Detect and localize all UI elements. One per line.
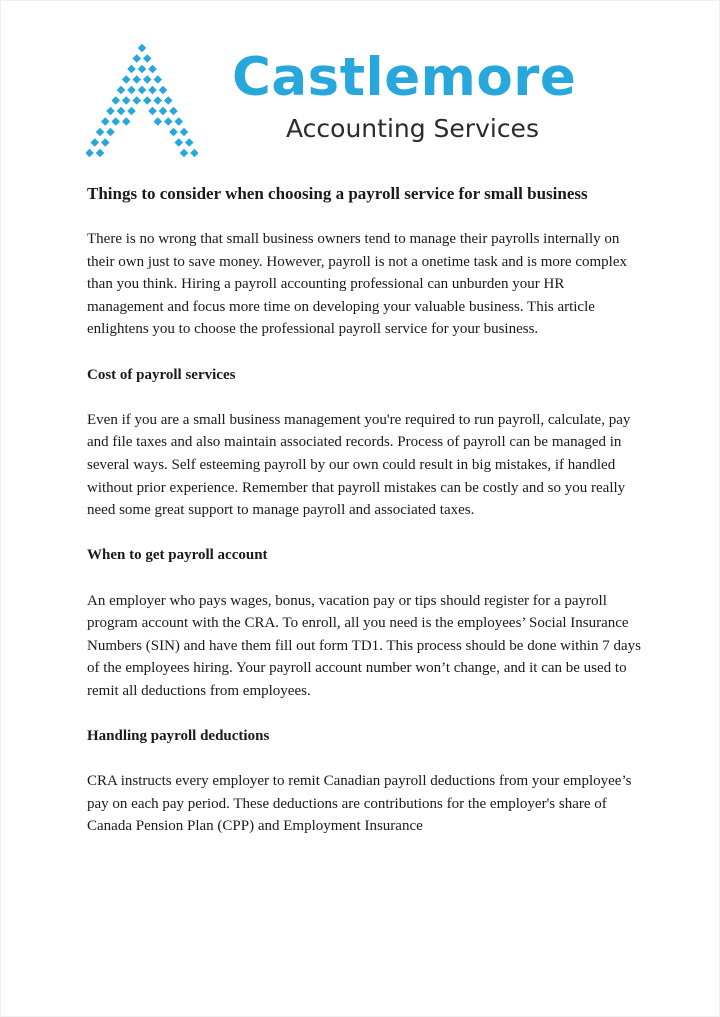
logo-diamond [143, 96, 152, 105]
logo-diamond [111, 96, 120, 105]
company-name: Castlemore [232, 47, 577, 108]
logo-diamond [111, 117, 120, 126]
logo-diamond [138, 86, 147, 95]
logo-diamond [164, 96, 173, 105]
logo-diamond [180, 128, 189, 137]
logo-diamond [138, 65, 147, 74]
logo-diamond [148, 86, 157, 95]
logo-diamond [127, 86, 136, 95]
logo-diamond [185, 138, 194, 147]
logo-diamond [153, 75, 162, 84]
logo-diamond [86, 149, 94, 158]
logo-diamond [132, 96, 141, 105]
logo-diamond [159, 107, 168, 116]
logo-diamond [106, 107, 115, 116]
logo-diamond [143, 75, 152, 84]
section-heading-deductions: Handling payroll deductions [87, 728, 270, 745]
logo-diamond [138, 44, 147, 53]
logo-diamond [174, 138, 183, 147]
logo-diamond [117, 86, 126, 95]
section-body-payroll-account: An employer who pays wages, bonus, vacation pay or tips should register for a payroll program account with the CRA. To enroll, all you need is the employees’ Social Insurance Numbers (SIN) and have them fill out form TD1. This process should be done within 7 days of the employees hiring. Your payroll account number won’t change, and it can be used to remit all deductions from employees. [87, 592, 641, 699]
logo-diamond [122, 96, 131, 105]
section-body-deductions: CRA instructs every employer to remit Canadian payroll deductions from your employee’s pay on each pay period. These deductions are contributions for the employer's share of Canada Pension Plan (CPP) and Employment Insurance [87, 773, 632, 835]
company-tagline: Accounting Services [286, 114, 539, 143]
article [87, 181, 642, 838]
logo-diamond [180, 149, 189, 158]
logo-diamond [164, 117, 173, 126]
logo-diamond [132, 54, 141, 63]
logo-diamond [174, 117, 183, 126]
intro-paragraph: There is no wrong that small business owners tend to manage their payrolls internally on their own just to save money. However, payroll is not a onetime task and is more complex than you think. Hiring a payroll accounting professional can unburden your HR management and focus more time on developing your valuable business. This article enlightens you to choose the professional payroll service for your business. [87, 231, 627, 338]
logo-diamond [143, 54, 152, 63]
company-logo [86, 40, 616, 165]
logo-diamond [101, 117, 110, 126]
logo-diamond [169, 107, 178, 116]
logo-diamond [148, 65, 157, 74]
logo-diamond [148, 107, 157, 116]
section-heading-cost: Cost of payroll services [87, 366, 236, 383]
logo-diamond [96, 128, 105, 137]
logo-diamond [122, 117, 131, 126]
logo-diamond [153, 117, 162, 126]
logo-diamond [117, 107, 126, 116]
logo-diamond [132, 75, 141, 84]
logo-diamond [190, 149, 198, 158]
logo-diamond [90, 138, 99, 147]
logo-diamond [101, 138, 110, 147]
diamond-mosaic-logo-icon [86, 40, 198, 162]
article-title: Things to consider when choosing a payroll service for small business [87, 184, 588, 203]
logo-diamond [106, 128, 115, 137]
section-body-cost: Even if you are a small business management you're required to run payroll, calculate, pay and file taxes and also maintain associated records. Process of payroll can be managed in several ways. Self esteeming payroll by our own could result in big mistakes, if handled without prior experience. Remember that payroll mistakes can be costly and so you really need some great support to manage payroll and associated taxes. [87, 411, 631, 519]
logo-diamond [159, 86, 168, 95]
section-heading-payroll-account: When to get payroll account [87, 547, 268, 564]
logo-diamond [96, 149, 105, 158]
logo-diamond [122, 75, 131, 84]
logo-diamond [169, 128, 178, 137]
logo-diamond [153, 96, 162, 105]
logo-diamond [127, 107, 136, 116]
logo-diamond [127, 65, 136, 74]
